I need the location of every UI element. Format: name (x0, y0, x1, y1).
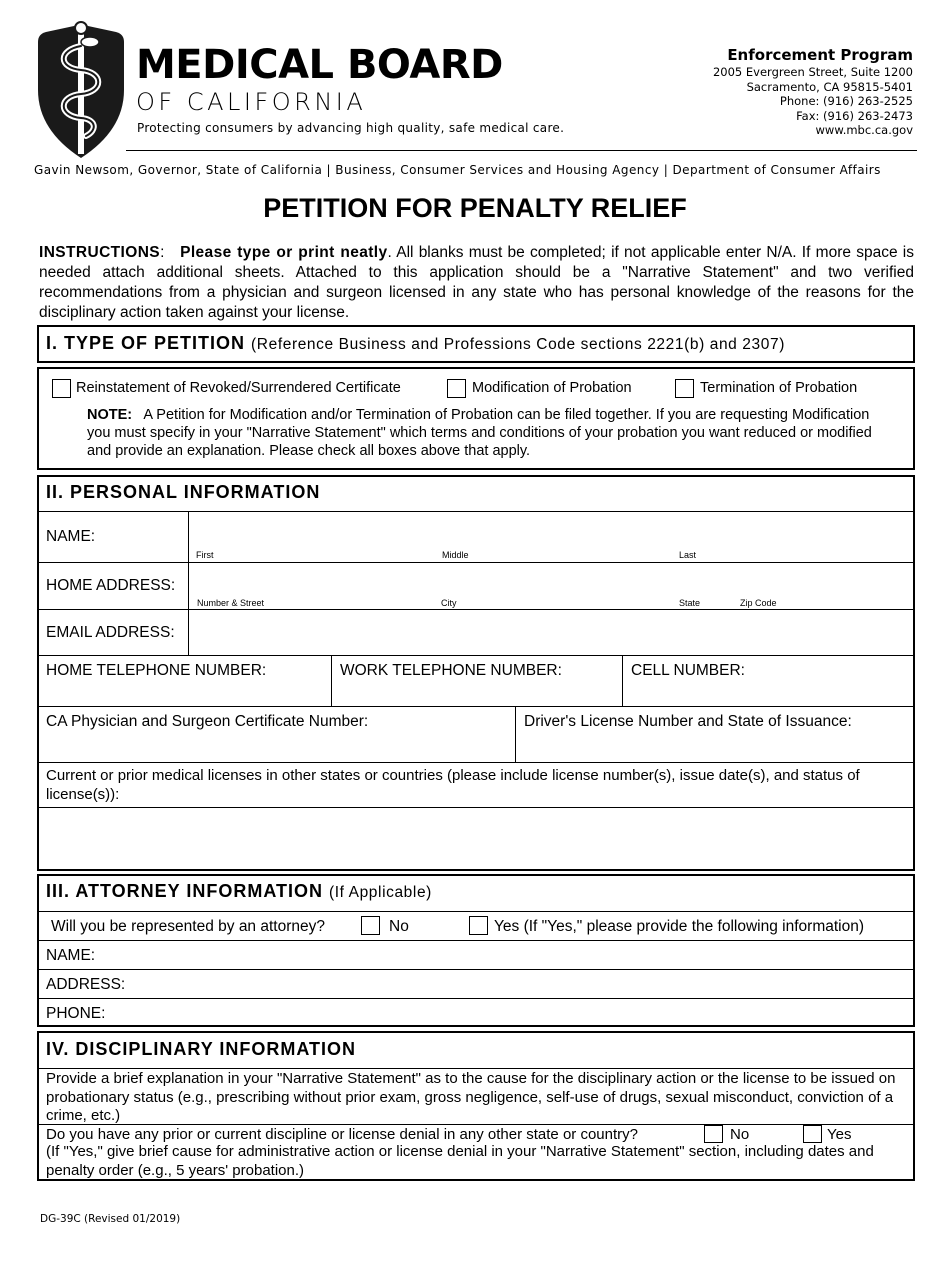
page-title: PETITION FOR PENALTY RELIEF (263, 193, 687, 223)
attorney-no-checkbox[interactable] (361, 916, 380, 935)
section-3-heading (46, 881, 432, 902)
section-3-title: III. ATTORNEY INFORMATION (46, 881, 323, 901)
instructions-label: INSTRUCTIONS (39, 244, 161, 261)
prior-discipline-yes-checkbox[interactable] (803, 1125, 822, 1143)
row-divider (37, 998, 915, 999)
section-1-note (87, 406, 887, 460)
attorney-yes-label: Yes (If "Yes," please provide the following information) (494, 918, 865, 935)
modification-checkbox[interactable] (447, 379, 466, 398)
certificate-label: CA Physician and Surgeon Certificate Number: (46, 713, 369, 730)
attorney-no-label: No (389, 918, 409, 935)
website-link[interactable]: www.mbc.ca.gov (815, 123, 913, 137)
termination-label: Termination of Probation (700, 380, 858, 396)
column-divider (515, 706, 516, 762)
section-1-heading (46, 333, 785, 354)
attorney-question: Will you be represented by an attorney? (51, 918, 325, 935)
row-divider (37, 969, 915, 970)
home-address-label: HOME ADDRESS: (46, 577, 176, 594)
row-divider (37, 807, 915, 808)
contact-block (713, 46, 913, 138)
other-licenses-input[interactable] (39, 809, 913, 869)
cell-input[interactable] (624, 681, 913, 705)
termination-checkbox[interactable] (675, 379, 694, 398)
home-phone-label: HOME TELEPHONE NUMBER: (46, 662, 267, 679)
row-divider (37, 762, 915, 763)
row-divider (37, 940, 915, 941)
attorney-phone-input[interactable] (115, 1000, 913, 1026)
section-4-heading: IV. DISCIPLINARY INFORMATION (46, 1039, 357, 1059)
section-1-title: I. TYPE OF PETITION (46, 333, 246, 353)
email-label: EMAIL ADDRESS: (46, 624, 175, 641)
zip-caption: Zip Code (740, 598, 777, 608)
street-caption: Number & Street (197, 598, 265, 608)
note-label: NOTE: (87, 407, 133, 423)
column-divider (622, 655, 623, 706)
prior-discipline-yes-label: Yes (827, 1126, 852, 1143)
instructions-text: . All blanks must be completed; if not applicable enter N/A. If more space is needed attach additional sheets. Attached to this application should be a "Narrative Statement" and two verified recommendations from a physician and surgeon licensed in any state who has personal knowledge of the reasons for the disciplinary action taken against your license. (39, 244, 914, 321)
middle-name-caption: Middle (442, 550, 469, 560)
attorney-address-input[interactable] (135, 971, 913, 997)
address-line-2: Sacramento, CA 95815-5401 (746, 79, 913, 94)
attorney-name-label: NAME: (46, 947, 96, 964)
address-line-1: 2005 Evergreen Street, Suite 1200 (712, 65, 913, 79)
column-divider (188, 511, 189, 655)
section-1-reference: (Reference Business and Professions Code sections 2221(b) and 2307) (251, 336, 785, 353)
row-divider (37, 1068, 915, 1069)
header-divider (126, 150, 917, 151)
prior-discipline-no-label: No (730, 1126, 750, 1143)
instructions-paragraph: INSTRUCTIONS: Please type or print neatly. All blanks must be completed; if not applicable enter N/A. If more space is needed attach additional sheets. Attached to this application should be a "Narrative Statement" and two verified recommendations from a physician and surgeon licensed in any state who has personal knowledge of the reasons for the disciplinary action taken against your license. (39, 244, 914, 321)
other-licenses-label: Current or prior medical licenses in other states or countries (please include license number(s), issue date(s), and status of license(s)): (46, 767, 860, 803)
reinstatement-checkbox[interactable] (52, 379, 71, 398)
attorney-yes-checkbox[interactable] (469, 916, 488, 935)
org-name: MEDICAL BOARD (136, 42, 503, 88)
form-number: DG-39C (Revised 01/2019) (40, 1213, 181, 1225)
disciplinary-explanation: Provide a brief explanation in your "Narrative Statement" as to the cause for the disciplinary action or the license to be issued on probationary status (e.g., prescribing without prior exam, gross negligence, self-use of drugs, sexual misconduct, conviction of a crime, etc.) (46, 1070, 896, 1124)
city-caption: City (441, 598, 457, 608)
program-name: Enforcement Program (727, 46, 913, 64)
home-phone-input[interactable] (39, 681, 329, 705)
reinstatement-label: Reinstatement of Revoked/Surrendered Certificate (76, 380, 401, 396)
drivers-license-label: Driver's License Number and State of Issuance: (524, 713, 852, 730)
first-name-caption: First (196, 550, 214, 560)
email-input[interactable] (190, 611, 913, 654)
note-text: A Petition for Modification and/or Termination of Probation can be filed together. If you are requesting Modification you must specify in your "Narrative Statement" which terms and conditions of your probation you want reduced or modified and provide an explanation. Please check all boxes above that apply. (87, 407, 872, 459)
row-divider (37, 706, 915, 707)
row-divider (37, 511, 915, 512)
prior-discipline-question: Do you have any prior or current discipline or license denial in any other state or country? (46, 1126, 638, 1143)
phone-line: Phone: (916) 263-2525 (779, 94, 913, 108)
cell-label: CELL NUMBER: (631, 662, 745, 679)
government-line: Gavin Newsom, Governor, State of California | Business, Consumer Services and Housing Agency | Department of Consumer Affairs (34, 163, 881, 177)
work-phone-input[interactable] (333, 681, 620, 705)
modification-label: Modification of Probation (472, 380, 632, 396)
home-address-input[interactable] (190, 564, 913, 596)
row-divider (37, 911, 915, 912)
attorney-phone-label: PHONE: (46, 1005, 106, 1022)
name-input[interactable] (190, 513, 913, 549)
attorney-name-input[interactable] (110, 942, 913, 968)
work-phone-label: WORK TELEPHONE NUMBER: (340, 662, 562, 679)
fax-line: Fax: (916) 263-2473 (796, 108, 913, 123)
row-divider (37, 562, 915, 563)
drivers-license-input[interactable] (517, 733, 913, 761)
attorney-address-label: ADDRESS: (46, 976, 126, 993)
name-label: NAME: (46, 528, 96, 545)
row-divider (37, 655, 915, 656)
org-subtitle: OF CALIFORNIA (136, 88, 367, 116)
state-caption: State (679, 598, 701, 608)
section-3-note: (If Applicable) (329, 884, 432, 901)
certificate-input[interactable] (39, 733, 513, 761)
org-tagline: Protecting consumers by advancing high quality, safe medical care. (137, 121, 565, 135)
medical-board-seal-logo (34, 20, 128, 160)
column-divider (331, 655, 332, 706)
row-divider (37, 609, 915, 610)
prior-discipline-no-checkbox[interactable] (704, 1125, 723, 1143)
last-name-caption: Last (679, 550, 697, 560)
section-2-heading: II. PERSONAL INFORMATION (46, 482, 321, 502)
prior-discipline-follow-up: (If "Yes," give brief cause for administrative action or license denial in your "Narrative Statement" section, including dates and penalty order (e.g., 5 years' probation.) (46, 1143, 874, 1179)
instructions-emphasis: Please type or print neatly (180, 244, 388, 261)
